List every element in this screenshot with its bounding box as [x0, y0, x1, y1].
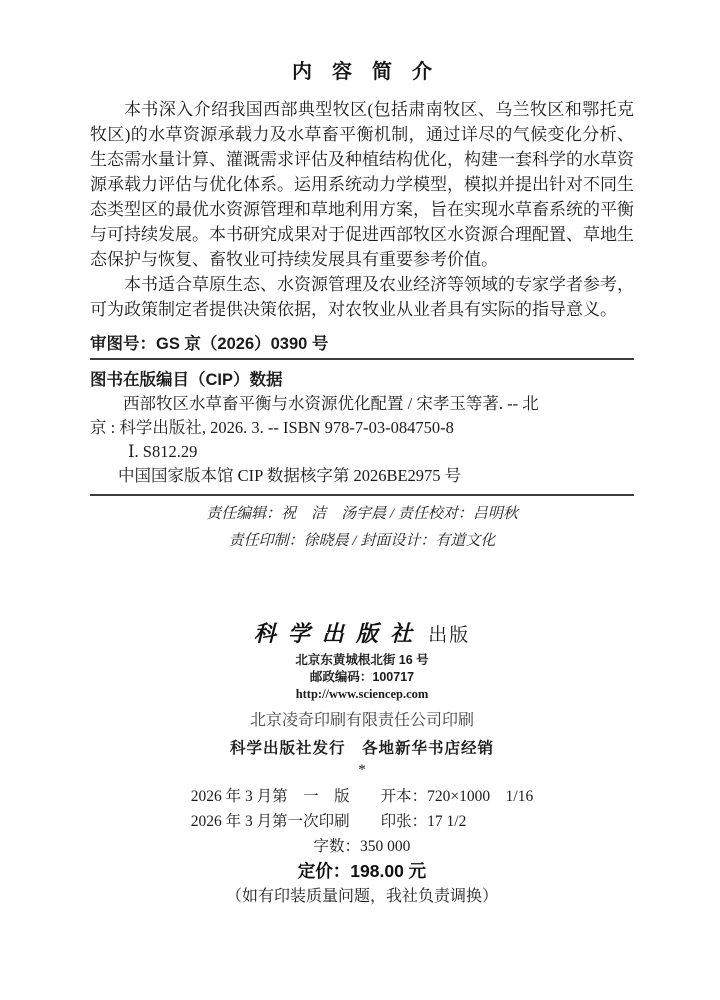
content-summary-title: 内 容 简 介: [292, 61, 432, 83]
summary-paragraph-2: 本书适合草原生态、水资源管理及农业经济等领域的专家学者参考，可为政策制定者提供决策依据，对农牧业从业者具有实际的指导意义。: [90, 275, 634, 319]
divider-rule-top: [90, 358, 634, 360]
edition-block: [191, 784, 533, 834]
staff-credits-section: [90, 501, 634, 555]
cip-entry-line-1: 西部牧区水草畜平衡与水资源优化配置 / 宋孝玉等著. -- 北: [123, 394, 539, 413]
publisher-address: 北京东黄城根北街 16 号: [295, 653, 429, 667]
publish-label: 出版: [428, 625, 471, 646]
editor-proofreader-credit: 责任编辑：祝 洁 汤宇晨 / 责任校对：吕明秋: [206, 506, 518, 522]
distribution-line: 科学出版社发行 各地新华书店经销: [229, 740, 494, 757]
publisher-section: [90, 619, 634, 702]
cip-record-number: 中国国家版本馆 CIP 数据核字第 2026BE2975 号: [118, 466, 462, 485]
cip-entry-line-2: 京 : 科学出版社, 2026. 3. -- ISBN 978-7-03-084750-8: [90, 418, 454, 437]
cip-data-section: [90, 368, 634, 488]
publisher-logo-line: [90, 619, 634, 652]
printer-line: 北京凌奇印刷有限责任公司印刷: [249, 712, 474, 729]
map-approval-number: 审图号：GS 京（2026）0390 号: [90, 335, 329, 353]
publisher-postcode: 邮政编码：100717: [309, 670, 415, 684]
cip-classification-code: Ⅰ. S812.29: [128, 442, 198, 461]
price-line: 定价：198.00 元: [297, 861, 427, 881]
quality-exchange-note: （如有印装质量问题，我社负责调换）: [225, 888, 498, 905]
word-count-line: 字数：350 000: [313, 838, 411, 855]
impression-sheets-line: 2026 年 3 月第一次印刷 印张：17 1/2: [190, 813, 467, 830]
publisher-website: http://www.sciencep.com: [295, 687, 429, 701]
edition-format-line: 2026 年 3 月第 一 版 开本：720×1000 1/16: [190, 788, 534, 805]
asterisk-divider: *: [358, 762, 366, 778]
cip-header: 图书在版编目（CIP）数据: [90, 371, 283, 389]
print-run-section: [90, 711, 634, 910]
divider-rule-bottom: [90, 494, 634, 496]
science-press-logo: 科学出版社: [253, 621, 425, 646]
printing-cover-credit: 责任印制：徐晓晨 / 封面设计：有道文化: [228, 533, 496, 549]
summary-paragraph-1: 本书深入介绍我国西部典型牧区(包括肃南牧区、乌兰牧区和鄂托克牧区)的水草资源承载力及水草畜平衡机制，通过详尽的气候变化分析、生态需水量计算、灌溉需求评估及种植结构优化，构建一套科学的水草资源承载力评估与优化体系。运用系统动力学模型，模拟并提出针对不同生态类型区的最优水资源管理和草地利用方案，旨在实现水草畜系统的平衡与可持续发展。本书研究成果对于促进西部牧区水资源合理配置、草地生态保护与恢复、畜牧业可持续发展具有重要参考价值。: [90, 100, 634, 269]
